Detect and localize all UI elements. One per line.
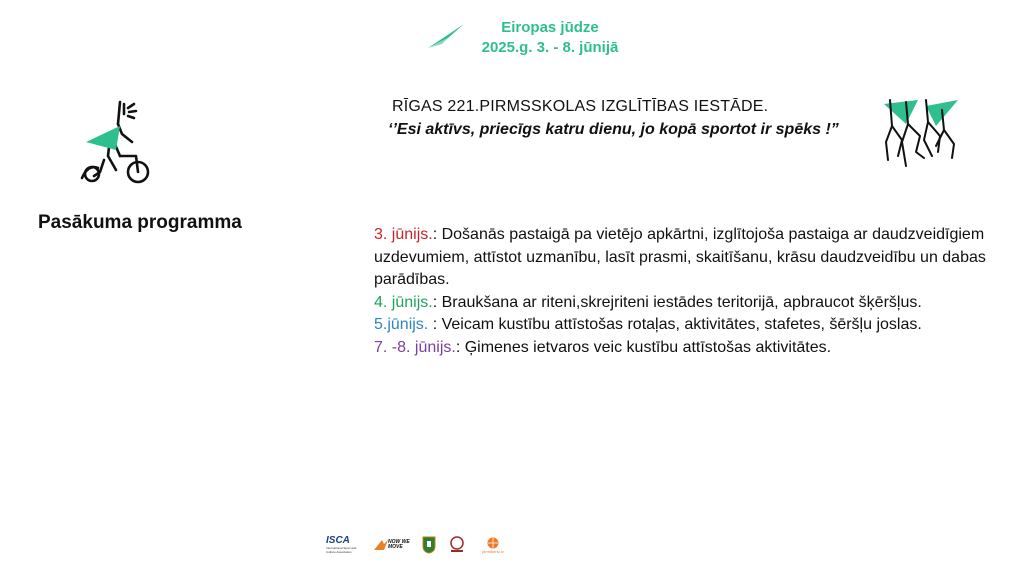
program-description: Braukšana ar riteni,skrejriteni iestādes teritorijā, apbraucot šķēršļus. [441,293,922,311]
program-separator: : [432,293,442,311]
cyclist-illustration-icon [74,98,156,186]
program-separator: : [455,338,465,356]
program-date: 5.jūnijs. [374,316,433,333]
event-title: Eiropas jūdze [501,19,599,36]
program-list [374,224,1004,359]
isca-logo [326,534,362,556]
riga-coat-of-arms-icon [422,534,436,556]
now-we-move-text: NOW WE MOVE [388,539,410,550]
latvia-sport-logo-icon [446,534,468,556]
isca-logo-text: ISCA [326,535,350,546]
school-name: RĪGAS 221.PIRMSSKOLAS IZGLĪTĪBAS IESTĀDE. [392,98,769,115]
sponsor-logos [326,532,508,558]
now-we-move-logo [372,534,412,556]
program-date: 7. -8. jūnijs. [374,338,456,356]
school-motto: ‘’Esi aktīvs, priecīgs katru dienu, jo kopā sportot ir spēks !” [388,121,839,138]
program-description: Došanās pastaigā pa vietējo apkārtni, izglītojoša pastaiga ar daudzveidīgiem uzdevumiem, attīstot uzmanību, lasīt prasmi, skaitīšanu, krāsu daudzveidību un dabas parādības. [374,226,986,288]
program-separator: : [432,316,442,333]
program-item [374,224,1004,292]
program-date: 3. jūnijs. [374,226,433,243]
program-item [374,292,1004,315]
pirmdienu-ball-icon [487,537,499,549]
program-heading: Pasākuma programma [38,212,242,233]
pirmdienu-logo-text: pirmdienu.lv [482,548,504,554]
now-we-move-swoosh-icon [374,538,388,552]
pirmdienu-logo [478,534,508,556]
program-item [374,314,1004,337]
program-description: Veicam kustību attīstošas rotaļas, aktivitātes, stafetes, šēršļu joslas. [441,316,922,333]
program-description: Ģimenes ietvaros veic kustību attīstošas aktivitātes. [464,338,832,356]
program-date: 4. jūnijs. [374,293,433,311]
runners-illustration-icon [876,96,960,172]
program-separator: : [432,226,442,243]
program-item [374,337,1004,360]
isca-logo-subtext: International Sport and Culture Association [326,546,357,554]
event-header [440,18,660,58]
event-dates: 2025.g. 3. - 8. jūnijā [481,39,619,56]
